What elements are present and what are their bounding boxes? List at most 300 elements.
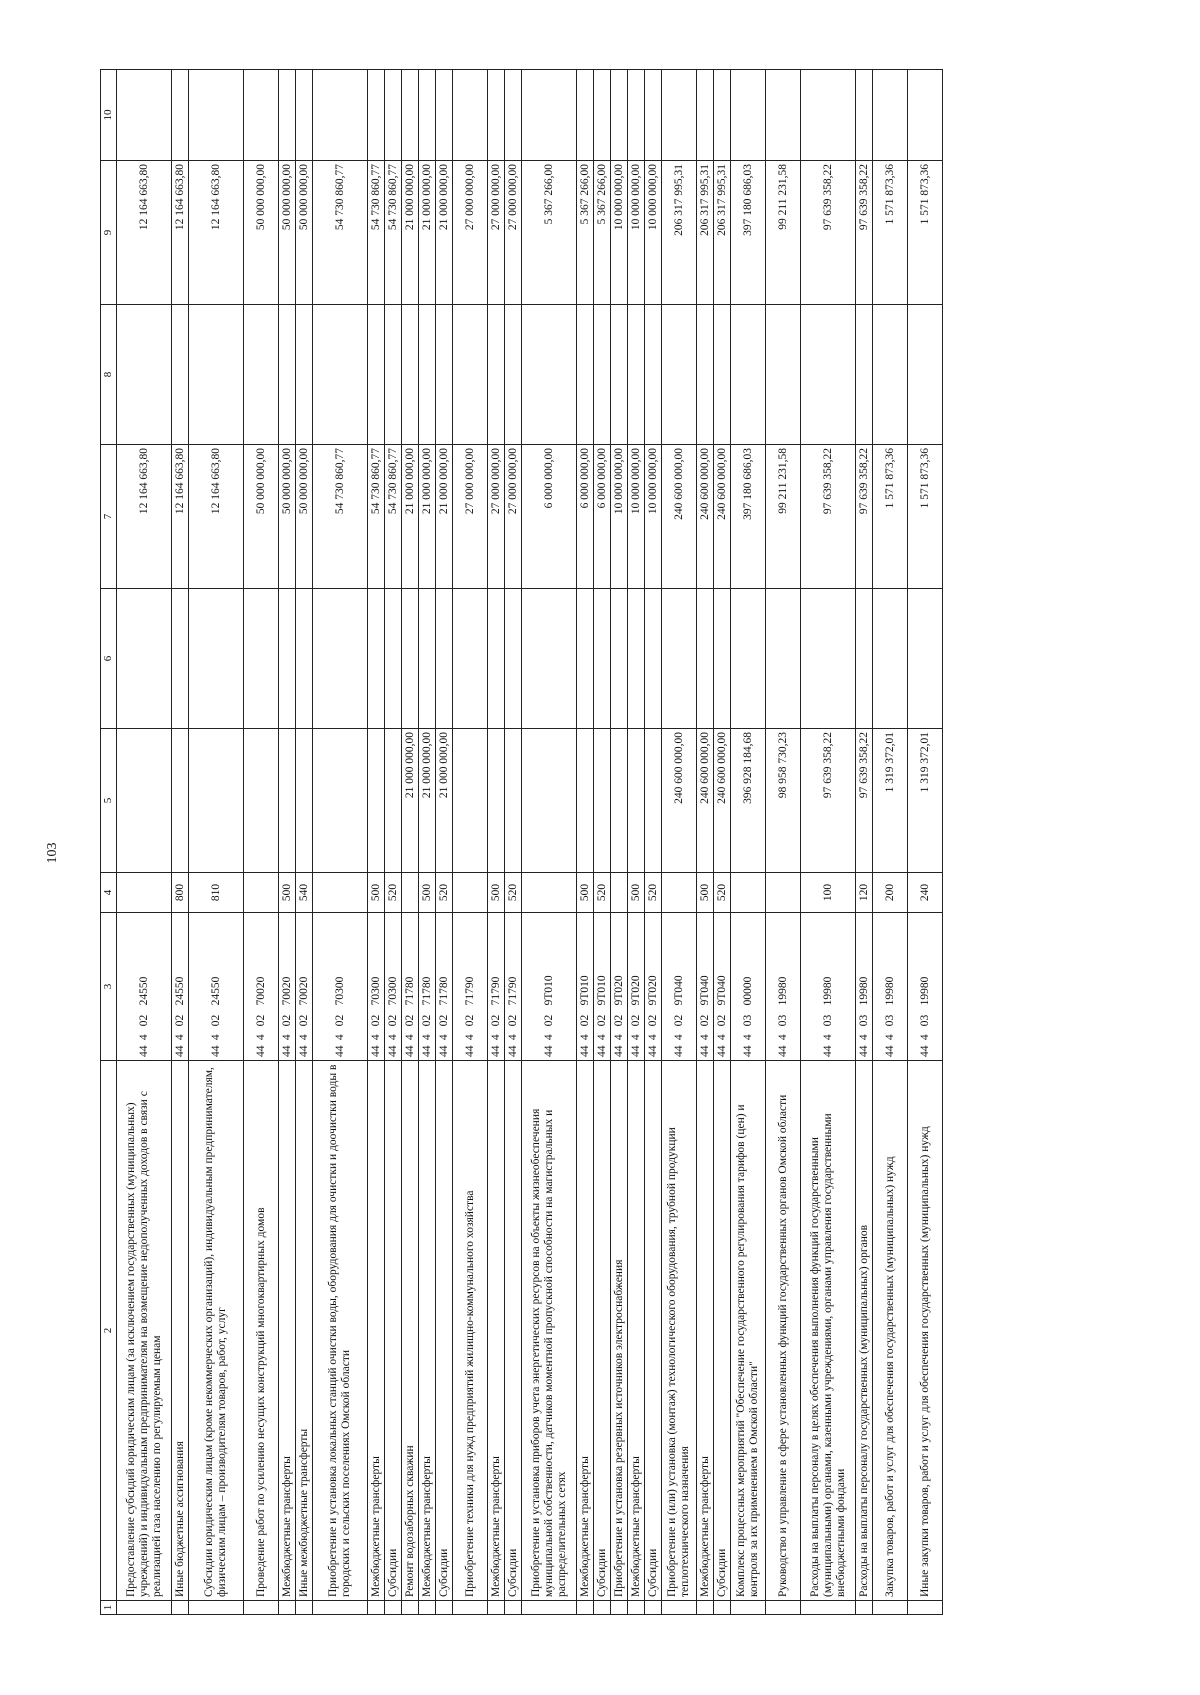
classification-code [453,913,488,1061]
row-index-cell [368,1601,385,1615]
value-col10 [244,70,279,161]
item-name: Иные межбюджетные трансферты [296,1061,313,1601]
table-row [419,70,436,1615]
code-part: 02 [254,1014,267,1027]
classification-code [402,913,419,1061]
code-part: 44 [672,1045,685,1057]
item-name: Межбюджетные трансферты [279,1061,296,1601]
code-part: 71780 [420,976,433,1006]
row-index-cell [402,1601,419,1615]
classification-code [873,913,908,1061]
code-part: 44 [297,1045,310,1057]
value-col10 [908,70,943,161]
code-part: 44 [629,1045,642,1057]
code-part: 44 [698,1045,711,1057]
value-col5 [189,729,244,873]
value-col10 [117,70,172,161]
classification-code [577,913,594,1061]
value-col6 [628,589,645,729]
value-col5: 1 319 372,01 [908,729,943,873]
code-part: 03 [741,1014,754,1027]
value-col5 [313,729,368,873]
table-row [856,70,873,1615]
classification-code [697,913,714,1061]
code-part: 24550 [173,976,186,1006]
classification-code [908,913,943,1061]
expense-type: 520 [385,873,402,913]
code-part: 9Т040 [698,975,711,1006]
classification-code [419,913,436,1061]
code-part: 03 [776,1014,789,1027]
header-cell: 10 [101,70,117,161]
expense-type [244,873,279,913]
item-name: Предоставление субсидий юридическим лицам (за исключением государственных (муниципальных) учреждений) и индивидуальным предпринимателям на возмещение недополученных доходов в связи с реализацией газа населению по регулируемым ценам [117,1061,172,1601]
value-col5 [577,729,594,873]
row-index-cell [279,1601,296,1615]
code-part: 02 [333,1014,346,1027]
table-row [697,70,714,1615]
table-row [714,70,731,1615]
value-col8 [488,305,505,445]
table-row [662,70,697,1615]
table-body [117,70,943,1615]
value-col8 [419,305,436,445]
row-index-cell [522,1601,577,1615]
expense-type [313,873,368,913]
code-part: 4 [437,1034,450,1041]
value-col8 [856,305,873,445]
value-col8 [645,305,662,445]
value-col5: 396 928 184,68 [731,729,766,873]
classification-code [628,913,645,1061]
value-col6 [611,589,628,729]
row-index-cell [172,1601,189,1615]
code-part: 71790 [506,976,519,1006]
code-part: 4 [209,1034,222,1041]
header-cell: 3 [101,913,117,1061]
page-number: 103 [45,842,60,864]
item-name: Приобретение и установка приборов учета энергетических ресурсов на объекты жизнеобеспечения муниципальной собственности, датчиков моментной пропускной способности на магистральных и распределительных сетях [522,1061,577,1601]
value-col9: 1 571 873,36 [873,161,908,305]
code-part: 19980 [821,976,834,1006]
code-part: 4 [776,1034,789,1041]
row-index-cell [117,1601,172,1615]
table-row [577,70,594,1615]
value-col10 [611,70,628,161]
value-col6 [801,589,856,729]
code-part: 19980 [883,976,896,1006]
value-col7: 27 000 000,00 [453,445,488,589]
expense-type: 540 [296,873,313,913]
code-part: 02 [715,1014,728,1027]
code-part: 4 [280,1034,293,1041]
classification-code [488,913,505,1061]
code-part: 9Т010 [578,975,591,1006]
classification-code [279,913,296,1061]
expense-type: 500 [419,873,436,913]
table-row [279,70,296,1615]
value-col7: 6 000 000,00 [522,445,577,589]
code-part: 02 [386,1014,399,1027]
code-part: 44 [369,1045,382,1057]
code-part: 4 [672,1034,685,1041]
code-part: 02 [542,1014,555,1027]
value-col7: 10 000 000,00 [628,445,645,589]
value-col6 [244,589,279,729]
item-name: Ремонт водозаборных скважин [402,1061,419,1601]
value-col9: 10 000 000,00 [645,161,662,305]
item-name: Субсидии [594,1061,611,1601]
header-cell: 5 [101,729,117,873]
value-col9: 97 639 358,22 [801,161,856,305]
code-part: 44 [741,1045,754,1057]
code-part: 9Т040 [715,975,728,1006]
value-col10 [714,70,731,161]
classification-code [189,913,244,1061]
value-col8 [313,305,368,445]
value-col10 [453,70,488,161]
code-part: 44 [542,1045,555,1057]
value-col9: 5 367 266,00 [577,161,594,305]
value-col6 [645,589,662,729]
value-col10 [402,70,419,161]
value-col9: 27 000 000,00 [505,161,522,305]
value-col9: 21 000 000,00 [436,161,453,305]
value-col10 [577,70,594,161]
code-part: 9Т020 [612,975,625,1006]
value-col8 [402,305,419,445]
item-name: Субсидии юридическим лицам (кроме некоммерческих организаций), индивидуальным предпринимателям, физическим лицам – производителям товаров, работ, услуг [189,1061,244,1601]
code-part: 44 [715,1045,728,1057]
expense-type: 520 [436,873,453,913]
header-cell: 9 [101,161,117,305]
row-index-cell [731,1601,766,1615]
expense-type: 500 [279,873,296,913]
value-col6 [117,589,172,729]
code-part: 4 [333,1034,346,1041]
table-row [908,70,943,1615]
expense-type: 200 [873,873,908,913]
value-col10 [189,70,244,161]
code-part: 44 [776,1045,789,1057]
value-col7: 240 600 000,00 [714,445,731,589]
item-name: Расходы на выплаты персоналу государственных (муниципальных) органов [856,1061,873,1601]
value-col6 [189,589,244,729]
code-part: 02 [489,1014,502,1027]
value-col7: 27 000 000,00 [488,445,505,589]
value-col5 [244,729,279,873]
code-part: 02 [437,1014,450,1027]
code-part: 44 [883,1045,896,1057]
table-row [117,70,172,1615]
value-col7: 99 211 231,58 [766,445,801,589]
value-col9: 206 317 995,31 [662,161,697,305]
row-index-cell [189,1601,244,1615]
value-col8 [172,305,189,445]
value-col5: 21 000 000,00 [419,729,436,873]
row-index-cell [436,1601,453,1615]
row-index-cell [505,1601,522,1615]
value-col5 [385,729,402,873]
classification-code [801,913,856,1061]
header-cell: 7 [101,445,117,589]
value-col7: 27 000 000,00 [505,445,522,589]
code-part: 4 [821,1034,834,1041]
code-part: 44 [595,1045,608,1057]
value-col10 [313,70,368,161]
value-col7: 54 730 860,77 [313,445,368,589]
value-col7: 50 000 000,00 [279,445,296,589]
value-col10 [172,70,189,161]
row-index-cell [856,1601,873,1615]
value-col9: 21 000 000,00 [419,161,436,305]
value-col7: 97 639 358,22 [856,445,873,589]
row-index-cell [714,1601,731,1615]
table-row [801,70,856,1615]
value-col7: 21 000 000,00 [402,445,419,589]
code-part: 4 [612,1034,625,1041]
code-part: 44 [489,1045,502,1057]
value-col6 [172,589,189,729]
code-part: 03 [821,1014,834,1027]
item-name: Субсидии [714,1061,731,1601]
code-part: 4 [715,1034,728,1041]
value-col8 [453,305,488,445]
value-col8 [577,305,594,445]
code-part: 44 [612,1045,625,1057]
value-col5: 21 000 000,00 [402,729,419,873]
value-col9: 12 164 663,80 [189,161,244,305]
code-part: 9Т010 [542,975,555,1006]
code-part: 44 [420,1045,433,1057]
value-col6 [436,589,453,729]
item-name: Комплекс процессных мероприятий "Обеспечение государственного регулирования тарифов (цен) и контроля за их применением в Омской области" [731,1061,766,1601]
value-col10 [522,70,577,161]
row-index-cell [697,1601,714,1615]
code-part: 70300 [333,976,346,1006]
expense-type: 500 [488,873,505,913]
code-part: 4 [542,1034,555,1041]
code-part: 44 [578,1045,591,1057]
expense-type: 240 [908,873,943,913]
code-part: 02 [578,1014,591,1027]
expense-type [662,873,697,913]
table-row [731,70,766,1615]
expense-type [611,873,628,913]
code-part: 44 [280,1045,293,1057]
code-part: 44 [821,1045,834,1057]
value-col9: 54 730 860,77 [385,161,402,305]
classification-code [594,913,611,1061]
value-col6 [908,589,943,729]
code-part: 4 [463,1034,476,1041]
item-name: Приобретение техники для нужд предприятий жилищно-коммунального хозяйства [453,1061,488,1601]
value-col7: 54 730 860,77 [385,445,402,589]
classification-code [368,913,385,1061]
table-row [766,70,801,1615]
table-row [873,70,908,1615]
item-name: Субсидии [505,1061,522,1601]
value-col8 [628,305,645,445]
value-col7: 12 164 663,80 [117,445,172,589]
value-col5 [611,729,628,873]
value-col10 [766,70,801,161]
item-name: Иные бюджетные ассигнования [172,1061,189,1601]
code-part: 71780 [437,976,450,1006]
value-col9: 5 367 266,00 [594,161,611,305]
classification-code [522,913,577,1061]
row-index-cell [313,1601,368,1615]
value-col8 [873,305,908,445]
value-col9: 54 730 860,77 [313,161,368,305]
value-col5 [628,729,645,873]
classification-code [766,913,801,1061]
value-col10 [697,70,714,161]
value-col5 [368,729,385,873]
value-col9: 206 317 995,31 [697,161,714,305]
value-col7: 97 639 358,22 [801,445,856,589]
value-col7: 21 000 000,00 [436,445,453,589]
value-col10 [385,70,402,161]
code-part: 70300 [386,976,399,1006]
value-col9: 54 730 860,77 [368,161,385,305]
code-part: 02 [403,1014,416,1027]
value-col9: 21 000 000,00 [402,161,419,305]
classification-code [313,913,368,1061]
item-name: Межбюджетные трансферты [419,1061,436,1601]
row-index-cell [766,1601,801,1615]
expense-type: 520 [594,873,611,913]
value-col9: 97 639 358,22 [856,161,873,305]
value-col9: 27 000 000,00 [488,161,505,305]
value-col6 [873,589,908,729]
code-part: 03 [918,1014,931,1027]
code-part: 44 [857,1045,870,1057]
code-part: 02 [297,1014,310,1027]
value-col9: 12 164 663,80 [117,161,172,305]
value-col7: 10 000 000,00 [645,445,662,589]
item-name: Межбюджетные трансферты [577,1061,594,1601]
table-row [594,70,611,1615]
value-col7: 50 000 000,00 [244,445,279,589]
code-part: 44 [646,1045,659,1057]
code-part: 44 [333,1045,346,1057]
value-col7: 12 164 663,80 [172,445,189,589]
code-part: 9Т010 [595,975,608,1006]
value-col5: 98 958 730,23 [766,729,801,873]
value-col6 [296,589,313,729]
value-col9: 27 000 000,00 [453,161,488,305]
expense-type: 500 [577,873,594,913]
classification-code [856,913,873,1061]
value-col6 [313,589,368,729]
classification-code [385,913,402,1061]
item-name: Приобретение и установка локальных станций очистки воды, оборудования для очистки и доочистки воды в городских и сельских поселениях Омской области [313,1061,368,1601]
table-row [244,70,279,1615]
value-col8 [662,305,697,445]
code-part: 4 [629,1034,642,1041]
code-part: 02 [506,1014,519,1027]
code-part: 02 [369,1014,382,1027]
code-part: 44 [437,1045,450,1057]
value-col8 [368,305,385,445]
item-name: Иные закупки товаров, работ и услуг для обеспечения государственных (муниципальных) нужд [908,1061,943,1601]
table-row [385,70,402,1615]
value-col5 [522,729,577,873]
code-part: 4 [857,1034,870,1041]
row-index-cell [577,1601,594,1615]
table-row [488,70,505,1615]
classification-code [505,913,522,1061]
item-name: Закупка товаров, работ и услуг для обеспечения государственных (муниципальных) нужд [873,1061,908,1601]
value-col7: 21 000 000,00 [419,445,436,589]
classification-code [296,913,313,1061]
code-part: 44 [403,1045,416,1057]
code-part: 70020 [280,976,293,1006]
value-col5: 240 600 000,00 [697,729,714,873]
code-part: 9Т020 [646,975,659,1006]
expense-type: 500 [368,873,385,913]
item-name: Субсидии [645,1061,662,1601]
value-col6 [856,589,873,729]
expense-type: 800 [172,873,189,913]
code-part: 9Т040 [672,975,685,1006]
value-col6 [522,589,577,729]
expense-type [731,873,766,913]
value-col5 [296,729,313,873]
expense-type: 120 [856,873,873,913]
row-index-cell [662,1601,697,1615]
code-part: 02 [612,1014,625,1027]
value-col6 [594,589,611,729]
value-col6 [279,589,296,729]
item-name: Межбюджетные трансферты [697,1061,714,1601]
code-part: 4 [369,1034,382,1041]
value-col5 [505,729,522,873]
value-col6 [488,589,505,729]
code-part: 02 [629,1014,642,1027]
code-part: 44 [463,1045,476,1057]
value-col8 [436,305,453,445]
table-row [505,70,522,1615]
row-index-cell [244,1601,279,1615]
row-index-cell [453,1601,488,1615]
code-part: 02 [463,1014,476,1027]
header-cell: 8 [101,305,117,445]
value-col9: 10 000 000,00 [611,161,628,305]
value-col7: 240 600 000,00 [697,445,714,589]
code-part: 02 [595,1014,608,1027]
table-row [522,70,577,1615]
classification-code [117,913,172,1061]
code-part: 4 [578,1034,591,1041]
value-col5 [645,729,662,873]
table-row [313,70,368,1615]
table-row [296,70,313,1615]
value-col6 [662,589,697,729]
value-col9: 50 000 000,00 [244,161,279,305]
code-part: 4 [595,1034,608,1041]
code-part: 44 [137,1045,150,1057]
value-col7: 10 000 000,00 [611,445,628,589]
value-col5: 21 000 000,00 [436,729,453,873]
code-part: 71780 [403,976,416,1006]
value-col10 [505,70,522,161]
expense-type [117,873,172,913]
table-row [611,70,628,1615]
code-part: 70300 [369,976,382,1006]
expense-type: 520 [645,873,662,913]
